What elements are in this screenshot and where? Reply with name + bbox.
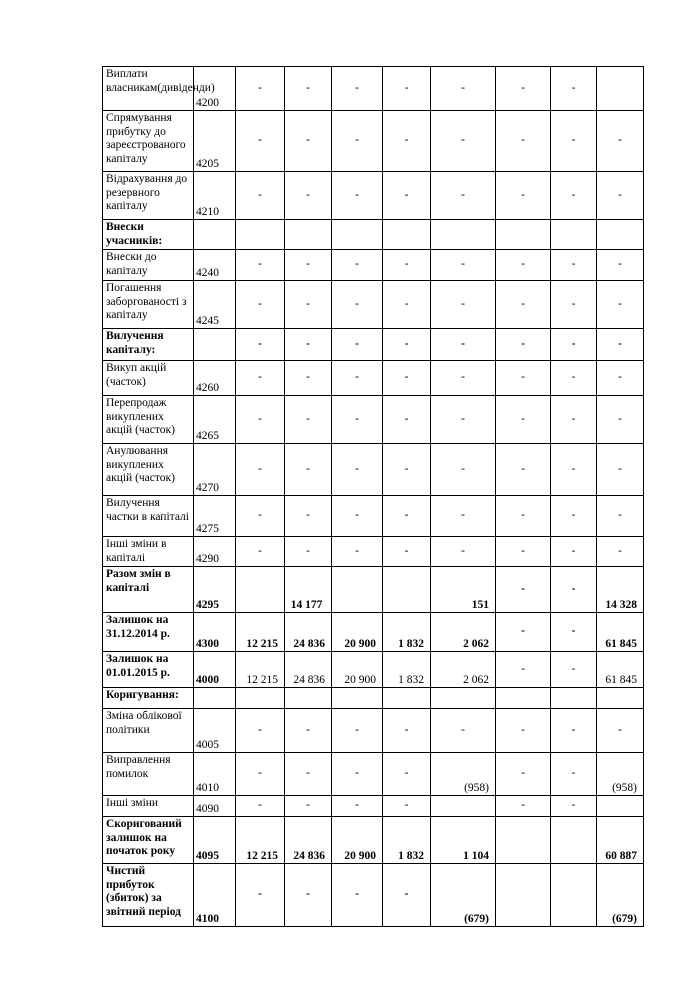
value-cell: - xyxy=(383,864,431,927)
table-row xyxy=(103,864,644,927)
value-cell: 20 900 xyxy=(332,817,383,864)
table-row xyxy=(103,817,644,864)
value-cell: - xyxy=(236,172,285,220)
value-cell: - xyxy=(597,709,644,753)
value-cell: - xyxy=(285,67,332,111)
value-cell: - xyxy=(496,537,551,567)
value-cell: (679) xyxy=(431,864,496,927)
value-cell: - xyxy=(285,796,332,817)
value-cell xyxy=(551,817,597,864)
value-cell: - xyxy=(332,111,383,172)
value-cell xyxy=(597,67,644,111)
value-cell: - xyxy=(332,496,383,537)
row-label: Коригування: xyxy=(103,688,194,709)
value-cell: - xyxy=(332,864,383,927)
value-cell: - xyxy=(285,361,332,396)
value-cell: - xyxy=(551,67,597,111)
value-cell: - xyxy=(236,396,285,444)
row-code: 4240 xyxy=(194,250,236,281)
table-body xyxy=(103,67,644,927)
value-cell: - xyxy=(285,537,332,567)
value-cell: - xyxy=(383,361,431,396)
row-label: Залишок на 01.01.2015 р. xyxy=(103,652,194,688)
value-cell: - xyxy=(597,496,644,537)
table-row xyxy=(103,753,644,796)
row-label: Погашення заборгованості з капіталу xyxy=(103,281,194,329)
value-cell: - xyxy=(383,172,431,220)
table-row xyxy=(103,396,644,444)
value-cell: - xyxy=(496,111,551,172)
row-label: Спрямування прибутку до зареєстрованого капіталу xyxy=(103,111,194,172)
table-row xyxy=(103,329,644,361)
table-row xyxy=(103,613,644,652)
value-cell: 61 845 xyxy=(597,613,644,652)
value-cell xyxy=(236,567,285,613)
row-label: Внески до капіталу xyxy=(103,250,194,281)
value-cell: - xyxy=(496,796,551,817)
value-cell: - xyxy=(551,444,597,496)
value-cell: - xyxy=(236,537,285,567)
value-cell xyxy=(496,220,551,250)
value-cell: - xyxy=(332,361,383,396)
value-cell: - xyxy=(332,537,383,567)
row-label: Перепродаж викуплених акцій (часток) xyxy=(103,396,194,444)
value-cell xyxy=(496,688,551,709)
value-cell: (958) xyxy=(431,753,496,796)
value-cell: - xyxy=(236,864,285,927)
value-cell: - xyxy=(236,361,285,396)
value-cell: - xyxy=(496,361,551,396)
value-cell: - xyxy=(431,329,496,361)
table-row xyxy=(103,172,644,220)
row-code xyxy=(194,220,236,250)
value-cell xyxy=(597,688,644,709)
value-cell: 20 900 xyxy=(332,613,383,652)
row-label: Анулювання викуплених акцій (часток) xyxy=(103,444,194,496)
value-cell: - xyxy=(551,709,597,753)
value-cell: - xyxy=(597,329,644,361)
value-cell: 12 215 xyxy=(236,613,285,652)
value-cell: - xyxy=(496,396,551,444)
value-cell: - xyxy=(285,111,332,172)
value-cell: - xyxy=(332,796,383,817)
row-code: 4010 xyxy=(194,753,236,796)
value-cell: - xyxy=(383,796,431,817)
value-cell: - xyxy=(551,281,597,329)
row-label: Відрахування до резервного капіталу xyxy=(103,172,194,220)
value-cell: 14 177 xyxy=(285,567,332,613)
row-code: 4095 xyxy=(194,817,236,864)
value-cell: - xyxy=(496,652,551,688)
value-cell: - xyxy=(285,250,332,281)
value-cell: 1 832 xyxy=(383,613,431,652)
value-cell xyxy=(551,864,597,927)
value-cell: - xyxy=(383,496,431,537)
value-cell: - xyxy=(496,172,551,220)
value-cell: - xyxy=(496,250,551,281)
value-cell: 1 832 xyxy=(383,817,431,864)
value-cell: - xyxy=(551,396,597,444)
row-label: Виправлення помилок xyxy=(103,753,194,796)
value-cell: - xyxy=(236,444,285,496)
table-row xyxy=(103,537,644,567)
row-label: Зміна облікової політики xyxy=(103,709,194,753)
row-code: 4270 xyxy=(194,444,236,496)
value-cell: - xyxy=(383,709,431,753)
row-label: Внески учасників: xyxy=(103,220,194,250)
value-cell: - xyxy=(597,361,644,396)
row-label: Інші зміни в капіталі xyxy=(103,537,194,567)
value-cell: - xyxy=(496,753,551,796)
value-cell: 2 062 xyxy=(431,652,496,688)
row-code: 4300 xyxy=(194,613,236,652)
row-code: 4245 xyxy=(194,281,236,329)
row-label: Разом змін в капіталі xyxy=(103,567,194,613)
value-cell: - xyxy=(383,444,431,496)
value-cell: - xyxy=(285,396,332,444)
value-cell: - xyxy=(496,281,551,329)
value-cell: - xyxy=(431,111,496,172)
value-cell: - xyxy=(551,652,597,688)
row-code xyxy=(194,688,236,709)
equity-statement-table xyxy=(102,66,644,927)
row-label: Виплати власникам(дивіденди) xyxy=(103,67,194,111)
value-cell: - xyxy=(285,329,332,361)
value-cell: - xyxy=(332,67,383,111)
value-cell: 151 xyxy=(431,567,496,613)
value-cell: - xyxy=(236,796,285,817)
value-cell: - xyxy=(431,172,496,220)
value-cell: - xyxy=(431,444,496,496)
table-row xyxy=(103,567,644,613)
value-cell: - xyxy=(431,281,496,329)
value-cell: - xyxy=(332,281,383,329)
value-cell: - xyxy=(431,361,496,396)
value-cell: - xyxy=(332,329,383,361)
value-cell: 12 215 xyxy=(236,652,285,688)
value-cell: - xyxy=(551,796,597,817)
row-code: 4290 xyxy=(194,537,236,567)
value-cell: - xyxy=(551,250,597,281)
row-label: Чистий прибуток (збиток) за звітний період xyxy=(103,864,194,927)
value-cell: - xyxy=(332,250,383,281)
value-cell: - xyxy=(285,444,332,496)
value-cell: - xyxy=(597,396,644,444)
table-row xyxy=(103,796,644,817)
table-row xyxy=(103,220,644,250)
value-cell xyxy=(597,220,644,250)
table-row xyxy=(103,111,644,172)
value-cell: - xyxy=(236,250,285,281)
row-code: 4200 xyxy=(194,67,236,111)
row-code: 4100 xyxy=(194,864,236,927)
value-cell: - xyxy=(383,281,431,329)
value-cell: - xyxy=(597,250,644,281)
value-cell: 24 836 xyxy=(285,817,332,864)
value-cell: (679) xyxy=(597,864,644,927)
value-cell: - xyxy=(496,613,551,652)
value-cell: - xyxy=(597,537,644,567)
value-cell: - xyxy=(551,172,597,220)
value-cell: - xyxy=(551,537,597,567)
value-cell: 24 836 xyxy=(285,613,332,652)
value-cell: - xyxy=(597,172,644,220)
value-cell: - xyxy=(551,496,597,537)
value-cell xyxy=(285,220,332,250)
value-cell: - xyxy=(597,111,644,172)
value-cell: - xyxy=(383,329,431,361)
value-cell: - xyxy=(551,111,597,172)
value-cell: - xyxy=(332,444,383,496)
row-code: 4265 xyxy=(194,396,236,444)
value-cell xyxy=(496,817,551,864)
value-cell: - xyxy=(597,444,644,496)
value-cell: - xyxy=(551,329,597,361)
value-cell: - xyxy=(431,67,496,111)
value-cell: - xyxy=(431,396,496,444)
value-cell xyxy=(431,688,496,709)
value-cell xyxy=(332,688,383,709)
value-cell xyxy=(332,220,383,250)
value-cell: - xyxy=(236,67,285,111)
value-cell: - xyxy=(431,709,496,753)
value-cell: - xyxy=(551,753,597,796)
value-cell xyxy=(431,220,496,250)
row-code: 4005 xyxy=(194,709,236,753)
table-row xyxy=(103,361,644,396)
row-code: 4210 xyxy=(194,172,236,220)
row-code: 4090 xyxy=(194,796,236,817)
table-row xyxy=(103,496,644,537)
value-cell: - xyxy=(551,361,597,396)
value-cell: - xyxy=(285,709,332,753)
value-cell: - xyxy=(496,444,551,496)
value-cell xyxy=(285,688,332,709)
value-cell: 60 887 xyxy=(597,817,644,864)
value-cell xyxy=(383,688,431,709)
value-cell: - xyxy=(431,250,496,281)
value-cell: - xyxy=(236,709,285,753)
value-cell: - xyxy=(496,496,551,537)
value-cell xyxy=(383,567,431,613)
value-cell: - xyxy=(551,567,597,613)
value-cell: - xyxy=(236,496,285,537)
value-cell: 1 104 xyxy=(431,817,496,864)
value-cell xyxy=(597,796,644,817)
row-code: 4275 xyxy=(194,496,236,537)
value-cell: (958) xyxy=(597,753,644,796)
table-row xyxy=(103,709,644,753)
value-cell xyxy=(496,864,551,927)
value-cell: - xyxy=(285,281,332,329)
value-cell: - xyxy=(496,329,551,361)
value-cell xyxy=(332,567,383,613)
value-cell: - xyxy=(383,67,431,111)
value-cell: - xyxy=(285,864,332,927)
value-cell: 12 215 xyxy=(236,817,285,864)
value-cell: - xyxy=(383,537,431,567)
value-cell: - xyxy=(236,329,285,361)
value-cell: - xyxy=(332,172,383,220)
value-cell: - xyxy=(332,753,383,796)
table-row xyxy=(103,444,644,496)
row-label: Інші зміни xyxy=(103,796,194,817)
value-cell: - xyxy=(496,567,551,613)
value-cell: - xyxy=(332,709,383,753)
value-cell: - xyxy=(236,111,285,172)
value-cell: - xyxy=(383,111,431,172)
value-cell: - xyxy=(431,496,496,537)
row-code: 4260 xyxy=(194,361,236,396)
value-cell xyxy=(236,688,285,709)
value-cell: - xyxy=(496,709,551,753)
value-cell: - xyxy=(597,281,644,329)
value-cell: - xyxy=(285,172,332,220)
value-cell xyxy=(383,220,431,250)
value-cell: - xyxy=(431,537,496,567)
row-label: Вилучення капіталу: xyxy=(103,329,194,361)
row-code: 4000 xyxy=(194,652,236,688)
row-label: Скоригований залишок на початок року xyxy=(103,817,194,864)
value-cell: - xyxy=(285,753,332,796)
value-cell: 1 832 xyxy=(383,652,431,688)
value-cell xyxy=(431,796,496,817)
row-label: Викуп акцій (часток) xyxy=(103,361,194,396)
value-cell: - xyxy=(285,496,332,537)
row-code xyxy=(194,329,236,361)
table-row xyxy=(103,281,644,329)
value-cell: - xyxy=(236,753,285,796)
value-cell: - xyxy=(551,613,597,652)
table-row xyxy=(103,67,644,111)
value-cell: - xyxy=(383,396,431,444)
value-cell: - xyxy=(236,281,285,329)
value-cell: 61 845 xyxy=(597,652,644,688)
value-cell xyxy=(236,220,285,250)
value-cell xyxy=(551,688,597,709)
table-row xyxy=(103,652,644,688)
value-cell: - xyxy=(383,753,431,796)
value-cell xyxy=(551,220,597,250)
value-cell: - xyxy=(332,396,383,444)
value-cell: 14 328 xyxy=(597,567,644,613)
table-row xyxy=(103,688,644,709)
value-cell: - xyxy=(383,250,431,281)
row-code: 4295 xyxy=(194,567,236,613)
value-cell: 24 836 xyxy=(285,652,332,688)
row-label: Залишок на 31.12.2014 р. xyxy=(103,613,194,652)
value-cell: - xyxy=(496,67,551,111)
value-cell: 20 900 xyxy=(332,652,383,688)
value-cell: 2 062 xyxy=(431,613,496,652)
row-label: Вилучення частки в капіталі xyxy=(103,496,194,537)
table-row xyxy=(103,250,644,281)
row-code: 4205 xyxy=(194,111,236,172)
